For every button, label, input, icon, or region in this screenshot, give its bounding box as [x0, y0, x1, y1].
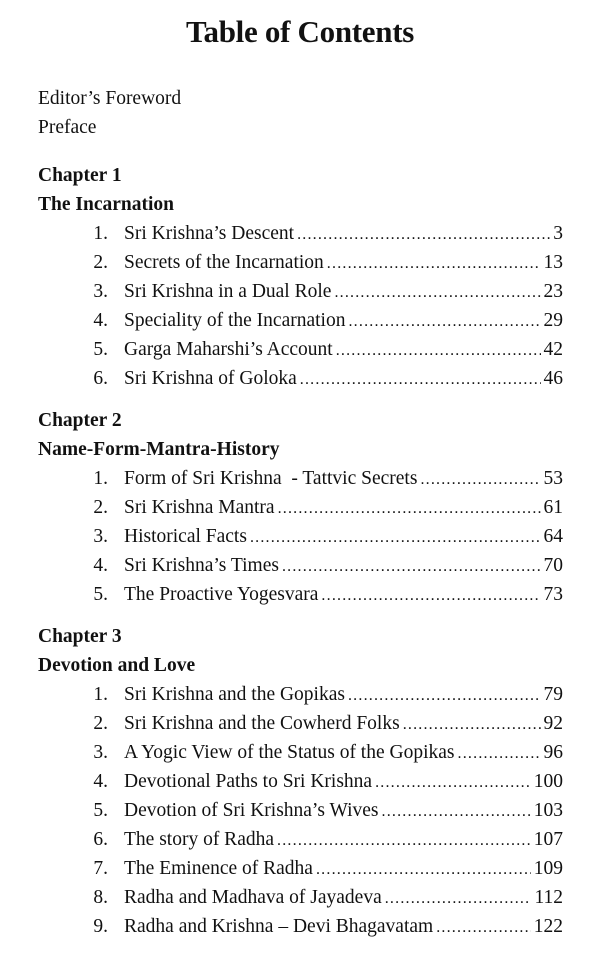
dot-leader	[436, 913, 531, 942]
chapter-title: Devotion and Love	[38, 655, 196, 676]
entry-page-number: 46	[543, 368, 563, 389]
entry-title: Sri Krishna in a Dual Role	[124, 281, 332, 302]
entry-page-number: 73	[543, 584, 563, 605]
toc-entry	[38, 738, 563, 767]
toc-entry	[38, 493, 563, 522]
entry-number: 4.	[93, 310, 108, 331]
toc-entry	[38, 709, 563, 738]
dot-leader	[385, 884, 532, 913]
entry-title: The Eminence of Radha	[124, 858, 313, 879]
entry-page-number: 61	[543, 497, 563, 518]
entry-title: Sri Krishna and the Cowherd Folks	[124, 713, 400, 734]
front-matter-foreword: Editor’s Foreword	[38, 88, 182, 109]
entry-page-number: 13	[543, 252, 563, 273]
dot-leader	[336, 336, 541, 365]
toc-entry	[38, 551, 563, 580]
dot-leader	[375, 768, 531, 797]
entry-title: A Yogic View of the Status of the Gopikas	[124, 742, 455, 763]
dot-leader	[382, 797, 531, 826]
entry-number: 7.	[93, 858, 108, 879]
entry-page-number: 112	[534, 887, 563, 908]
toc-entry	[38, 796, 563, 825]
dot-leader	[420, 465, 540, 494]
dot-leader	[403, 710, 541, 739]
entry-title: Devotion of Sri Krishna’s Wives	[124, 800, 379, 821]
toc-entry	[38, 335, 563, 364]
entry-title: Form of Sri Krishna - Tattvic Secrets	[124, 468, 418, 489]
entry-title: Sri Krishna and the Gopikas	[124, 684, 345, 705]
chapter-title: Name-Form-Mantra-History	[38, 439, 280, 460]
entry-number: 5.	[93, 800, 108, 821]
entry-page-number: 103	[533, 800, 563, 821]
entry-page-number: 29	[543, 310, 563, 331]
chapter-title: The Incarnation	[38, 194, 174, 215]
dot-leader	[250, 523, 541, 552]
chapter-number: Chapter 3	[38, 626, 122, 647]
entry-page-number: 70	[543, 555, 563, 576]
entry-page-number: 96	[543, 742, 563, 763]
dot-leader	[316, 855, 531, 884]
entry-number: 3.	[93, 281, 108, 302]
chapter-2	[38, 406, 578, 609]
dot-leader	[300, 365, 541, 394]
entry-title: Radha and Madhava of Jayadeva	[124, 887, 382, 908]
entry-title: The Proactive Yogesvara	[124, 584, 319, 605]
toc-entry	[38, 219, 563, 248]
entry-page-number: 107	[533, 829, 563, 850]
toc-entry	[38, 248, 563, 277]
dot-leader	[277, 826, 531, 855]
entry-number: 4.	[93, 555, 108, 576]
entry-number: 1.	[93, 468, 108, 489]
entry-title: Radha and Krishna – Devi Bhagavatam	[124, 916, 434, 937]
entry-title: Historical Facts	[124, 526, 247, 547]
entry-number: 4.	[93, 771, 108, 792]
entry-title: Sri Krishna Mantra	[124, 497, 275, 518]
entry-page-number: 53	[543, 468, 563, 489]
entry-page-number: 100	[533, 771, 563, 792]
toc-entry	[38, 767, 563, 796]
toc-entry	[38, 912, 563, 941]
toc-entry	[38, 464, 563, 493]
entry-title: The story of Radha	[124, 829, 275, 850]
dot-leader	[278, 494, 541, 523]
toc-entry	[38, 306, 563, 335]
entry-number: 2.	[93, 497, 108, 518]
entry-page-number: 23	[543, 281, 563, 302]
chapter-1	[38, 161, 578, 393]
entry-title: Garga Maharshi’s Account	[124, 339, 333, 360]
entry-number: 3.	[93, 742, 108, 763]
dot-leader	[327, 249, 541, 278]
toc-entry	[38, 522, 563, 551]
dot-leader	[348, 681, 541, 710]
entry-title: Sri Krishna’s Times	[124, 555, 279, 576]
front-matter-preface: Preface	[38, 117, 97, 138]
entry-number: 8.	[93, 887, 108, 908]
entry-number: 6.	[93, 829, 108, 850]
chapter-entries	[38, 464, 578, 609]
entry-title: Speciality of the Incarnation	[124, 310, 346, 331]
toc-entry	[38, 825, 563, 854]
entry-page-number: 64	[543, 526, 563, 547]
toc-entry	[38, 580, 563, 609]
entry-page-number: 42	[543, 339, 563, 360]
entry-number: 5.	[93, 584, 108, 605]
entry-page-number: 109	[533, 858, 563, 879]
entry-page-number: 79	[543, 684, 563, 705]
toc-entry	[38, 680, 563, 709]
entry-number: 1.	[93, 684, 108, 705]
chapter-3	[38, 622, 578, 941]
dot-leader	[282, 552, 541, 581]
dot-leader	[334, 278, 540, 307]
entry-number: 2.	[93, 252, 108, 273]
entry-number: 6.	[93, 368, 108, 389]
chapter-entries	[38, 219, 578, 393]
entry-title: Sri Krishna of Goloka	[124, 368, 297, 389]
entry-title: Secrets of the Incarnation	[124, 252, 324, 273]
chapter-number: Chapter 2	[38, 410, 122, 431]
entry-page-number: 3	[553, 223, 563, 244]
dot-leader	[348, 307, 540, 336]
dot-leader	[321, 581, 540, 610]
dot-leader	[297, 220, 550, 249]
entry-page-number: 122	[533, 916, 563, 937]
entry-number: 5.	[93, 339, 108, 360]
entry-number: 3.	[93, 526, 108, 547]
entry-page-number: 92	[543, 713, 563, 734]
toc-entry	[38, 364, 563, 393]
entry-title: Devotional Paths to Sri Krishna	[124, 771, 373, 792]
entry-number: 9.	[93, 916, 108, 937]
dot-leader	[458, 739, 541, 768]
chapter-entries	[38, 680, 578, 941]
page-title: Table of Contents	[185, 14, 414, 49]
toc-entry	[38, 277, 563, 306]
chapter-number: Chapter 1	[38, 165, 122, 186]
toc-entry	[38, 854, 563, 883]
entry-title: Sri Krishna’s Descent	[124, 223, 295, 244]
entry-number: 1.	[93, 223, 108, 244]
entry-number: 2.	[93, 713, 108, 734]
toc-entry	[38, 883, 563, 912]
